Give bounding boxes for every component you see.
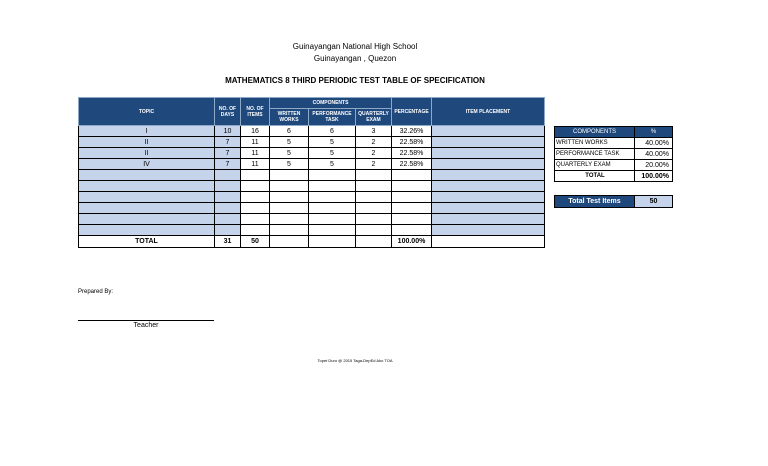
cell-items [241, 170, 270, 181]
cell-percentage [392, 181, 432, 192]
component-total-label: TOTAL [555, 171, 635, 182]
cell-topic [79, 214, 215, 225]
cell-topic [79, 181, 215, 192]
total-written [270, 236, 309, 248]
school-address: Guinayangan , Quezon [313, 54, 397, 63]
cell-quarterly: 2 [356, 137, 392, 148]
components-header: COMPONENTS [555, 127, 635, 138]
table-row [79, 148, 545, 159]
cell-placement [432, 181, 545, 192]
cell-topic: IV [79, 159, 215, 170]
component-total-percent: 100.00% [635, 171, 673, 182]
col-performance-header: PERFORMANCE TASK [309, 109, 356, 126]
col-quarterly-header: QUARTERLY EXAM [356, 109, 392, 126]
cell-percentage: 22.58% [392, 148, 432, 159]
component-percent: 20.00% [635, 160, 673, 171]
prepared-by-label: Prepared By: [78, 289, 114, 295]
cell-days: 10 [215, 126, 241, 137]
cell-performance [309, 203, 356, 214]
cell-written [270, 181, 309, 192]
cell-placement [432, 148, 545, 159]
total-label: TOTAL [79, 236, 215, 248]
cell-written: 5 [270, 148, 309, 159]
table-row [79, 214, 545, 225]
cell-quarterly [356, 181, 392, 192]
col-placement-header: ITEM PLACEMENT [432, 98, 545, 126]
cell-quarterly [356, 170, 392, 181]
cell-written: 5 [270, 159, 309, 170]
cell-days: 7 [215, 159, 241, 170]
cell-days: 7 [215, 148, 241, 159]
cell-written: 5 [270, 137, 309, 148]
cell-performance [309, 214, 356, 225]
cell-percentage: 32.26% [392, 126, 432, 137]
total-test-items-table [554, 195, 673, 208]
cell-topic [79, 192, 215, 203]
cell-items [241, 203, 270, 214]
cell-quarterly: 3 [356, 126, 392, 137]
total-row [79, 236, 545, 248]
cell-performance: 5 [309, 137, 356, 148]
cell-performance: 5 [309, 148, 356, 159]
cell-performance [309, 181, 356, 192]
component-percent: 40.00% [635, 138, 673, 149]
school-name: Guinayangan National High School [292, 42, 418, 51]
cell-items: 11 [241, 137, 270, 148]
col-percentage-header: PERCENTAGE [392, 98, 432, 126]
cell-percentage: 22.58% [392, 137, 432, 148]
cell-written: 6 [270, 126, 309, 137]
component-percent: 40.00% [635, 149, 673, 160]
cell-percentage [392, 203, 432, 214]
cell-items [241, 181, 270, 192]
table-row [79, 225, 545, 236]
cell-items [241, 214, 270, 225]
component-label: QUARTERLY EXAM [555, 160, 635, 171]
cell-performance: 6 [309, 126, 356, 137]
cell-written [270, 203, 309, 214]
col-written-header: WRITTEN WORKS [270, 109, 309, 126]
teacher-label: Teacher [133, 322, 159, 329]
cell-days [215, 225, 241, 236]
percent-header: % [635, 127, 673, 138]
cell-written [270, 225, 309, 236]
cell-days [215, 214, 241, 225]
cell-quarterly [356, 225, 392, 236]
cell-quarterly [356, 203, 392, 214]
cell-topic: II [79, 137, 215, 148]
footer-credit: Topet Duro @ 2015 Taga-DepEd Ako TOA [317, 358, 393, 363]
component-row [555, 138, 673, 149]
cell-written [270, 170, 309, 181]
table-row [79, 192, 545, 203]
cell-placement [432, 126, 545, 137]
total-days: 31 [215, 236, 241, 248]
table-row [79, 181, 545, 192]
cell-topic: II [79, 148, 215, 159]
cell-items: 11 [241, 159, 270, 170]
total-items: 50 [241, 236, 270, 248]
cell-placement [432, 137, 545, 148]
cell-placement [432, 214, 545, 225]
col-days-header: NO. OF DAYS [215, 98, 241, 126]
cell-topic [79, 170, 215, 181]
component-row [555, 160, 673, 171]
table-row [79, 126, 545, 137]
cell-written [270, 192, 309, 203]
cell-placement [432, 225, 545, 236]
cell-percentage: 22.58% [392, 159, 432, 170]
col-topic-header: TOPIC [79, 98, 215, 126]
component-label: PERFORMANCE TASK [555, 149, 635, 160]
cell-placement [432, 203, 545, 214]
cell-topic [79, 225, 215, 236]
cell-placement [432, 159, 545, 170]
table-row [79, 203, 545, 214]
cell-performance: 5 [309, 159, 356, 170]
total-quarterly [356, 236, 392, 248]
total-test-items-value: 50 [635, 196, 673, 208]
cell-quarterly [356, 214, 392, 225]
signature-line [78, 320, 214, 321]
cell-items: 11 [241, 148, 270, 159]
cell-days [215, 170, 241, 181]
cell-quarterly: 2 [356, 159, 392, 170]
component-label: WRITTEN WORKS [555, 138, 635, 149]
cell-days: 7 [215, 137, 241, 148]
col-items-header: NO. OF ITEMS [241, 98, 270, 126]
cell-percentage [392, 192, 432, 203]
cell-days [215, 181, 241, 192]
cell-quarterly [356, 192, 392, 203]
table-row [79, 170, 545, 181]
cell-placement [432, 192, 545, 203]
col-components-header: COMPONENTS [270, 98, 392, 109]
components-table [554, 126, 673, 182]
cell-quarterly: 2 [356, 148, 392, 159]
cell-items [241, 192, 270, 203]
total-performance [309, 236, 356, 248]
specification-table [78, 97, 545, 248]
cell-topic: I [79, 126, 215, 137]
table-row [79, 159, 545, 170]
total-placement [432, 236, 545, 248]
component-row [555, 149, 673, 160]
cell-placement [432, 170, 545, 181]
cell-days [215, 192, 241, 203]
cell-days [215, 203, 241, 214]
component-total-row [555, 171, 673, 182]
total-test-items-label: Total Test Items [555, 196, 635, 208]
cell-items: 16 [241, 126, 270, 137]
cell-topic [79, 203, 215, 214]
cell-performance [309, 170, 356, 181]
cell-percentage [392, 214, 432, 225]
cell-performance [309, 192, 356, 203]
cell-written [270, 214, 309, 225]
cell-percentage [392, 225, 432, 236]
cell-performance [309, 225, 356, 236]
cell-percentage [392, 170, 432, 181]
cell-items [241, 225, 270, 236]
table-row [79, 137, 545, 148]
total-percentage: 100.00% [392, 236, 432, 248]
document-title: MATHEMATICS 8 THIRD PERIODIC TEST TABLE OF SPECIFICATION [225, 76, 485, 85]
